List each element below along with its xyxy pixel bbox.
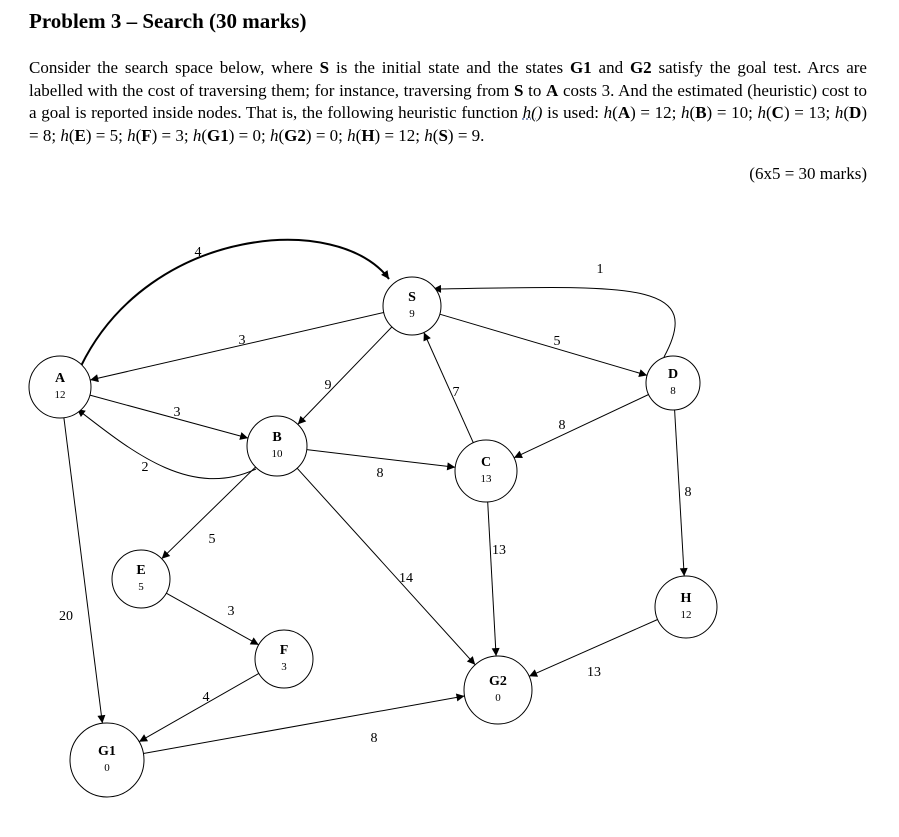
goal-state-name: G1: [569, 58, 592, 77]
node-circle: [255, 630, 313, 688]
edge-cost-label: 13: [587, 665, 601, 681]
node-h: [655, 576, 717, 638]
edge-cost-label: 3: [238, 333, 246, 349]
edge-g1-to-g2: [143, 696, 464, 754]
node-heuristic-value: 12: [54, 389, 66, 401]
node-circle: [247, 416, 307, 476]
node-label: G2: [489, 674, 507, 689]
start-state-name: S: [319, 58, 330, 77]
node-heuristic-value: 8: [670, 385, 676, 397]
node-label: H: [680, 591, 692, 606]
heuristic-function-name: h(): [522, 103, 543, 122]
node-circle: [655, 576, 717, 638]
example-to-state: A: [546, 80, 559, 100]
intro-text: Consider the search space below, where: [29, 58, 320, 77]
heuristic-entry-h: h(H) = 12;: [347, 125, 421, 145]
edge-cost-label: 20: [59, 609, 73, 625]
heuristic-entry-g1: h(G1) = 0;: [192, 125, 266, 145]
edge-f-to-g1: [139, 673, 259, 741]
node-c: [455, 440, 517, 502]
edge-s-to-d: [440, 314, 647, 375]
edge-s-to-a: [90, 313, 384, 381]
node-heuristic-value: 0: [104, 762, 110, 774]
node-g2: [464, 656, 532, 724]
edge-cost-label: 8: [370, 731, 378, 747]
node-heuristic-value: 0: [495, 692, 501, 704]
heuristic-entry-c: h(C) = 13;: [757, 103, 831, 122]
problem-title: Problem 3 – Search (30 marks): [29, 9, 307, 33]
node-heuristic-value: 10: [271, 448, 283, 460]
node-a: [29, 356, 91, 418]
example-from-state: S: [514, 80, 524, 100]
edge-a-to-b: [90, 395, 248, 438]
node-label: D: [667, 367, 679, 382]
node-b: [247, 416, 307, 476]
node-heuristic-value: 5: [138, 581, 144, 593]
edge-cost-label: 8: [376, 466, 384, 482]
intro-text: costs 3. And the estimated (heuristic) cost to a goal is reported inside nodes. That is, the following heuristic function: [29, 80, 867, 122]
edge-cost-label: 4: [194, 245, 202, 261]
edge-cost-label: 8: [684, 485, 692, 501]
node-circle: [464, 656, 532, 724]
edge-cost-label: 3: [227, 604, 235, 620]
node-circle: [646, 356, 700, 410]
edge-cost-label: 5: [553, 334, 561, 350]
intro-text: and: [591, 58, 630, 77]
node-heuristic-value: 12: [680, 609, 692, 621]
intro-text: is the initial state and the states: [329, 58, 570, 77]
node-heuristic-value: 9: [409, 308, 415, 320]
heuristic-entry-e: h(E) = 5;: [60, 125, 123, 145]
marks-allocation: (6x5 = 30 marks): [749, 164, 867, 183]
edge-s-to-b: [298, 327, 392, 425]
goal-state-name: G2: [629, 58, 652, 77]
node-e: [112, 550, 170, 608]
edge-c-to-g2: [488, 502, 496, 656]
edge-e-to-f: [166, 593, 258, 645]
heuristic-entry-d: h(D) = 8;: [29, 103, 867, 145]
node-label: C: [480, 455, 492, 470]
edge-cost-label: 4: [202, 690, 210, 706]
node-label: G1: [98, 744, 116, 759]
node-circle: [383, 277, 441, 335]
edge-d-to-h: [675, 410, 685, 576]
node-circle: [70, 723, 144, 797]
edge-b-to-a: [77, 409, 256, 479]
node-circle: [112, 550, 170, 608]
heuristic-entry-s: h(S) = 9.: [424, 125, 485, 145]
heuristic-entry-g2: h(G2) = 0;: [270, 125, 343, 145]
edge-cost-label: 14: [399, 571, 413, 587]
edge-b-to-c: [307, 450, 455, 468]
edge-a-to-g1: [64, 418, 103, 724]
edge-cost-label: 2: [141, 460, 149, 476]
heuristic-entry-f: h(F) = 3;: [127, 125, 189, 145]
edge-cost-label: 7: [452, 385, 460, 401]
heuristic-entry-a: h(A) = 12;: [603, 103, 677, 122]
node-d: [646, 356, 700, 410]
heuristic-entry-b: h(B) = 10;: [681, 103, 753, 122]
node-circle: [29, 356, 91, 418]
node-heuristic-value: 3: [281, 661, 287, 673]
node-label: B: [272, 430, 282, 445]
node-s: [383, 277, 441, 335]
node-label: F: [279, 643, 289, 658]
edge-b-to-g2: [297, 468, 475, 665]
node-heuristic-value: 13: [480, 473, 492, 485]
node-label: E: [136, 563, 146, 578]
node-f: [255, 630, 313, 688]
intro-text: satisfy the goal test. Arcs are labelled with the cost of traversing them; for instance, traversing from: [29, 58, 867, 100]
edge-cost-label: 13: [492, 543, 506, 559]
node-g1: [70, 723, 144, 797]
edge-d-to-c: [514, 395, 649, 458]
edge-cost-label: 1: [596, 262, 604, 278]
intro-text: is used:: [542, 103, 604, 122]
edge-cost-label: 9: [324, 378, 332, 394]
edge-cost-label: 8: [558, 418, 566, 434]
intro-text: to: [523, 80, 547, 100]
node-label: A: [54, 371, 66, 386]
edge-cost-label: 5: [208, 532, 216, 548]
node-circle: [455, 440, 517, 502]
edge-c-to-s: [424, 333, 473, 443]
edge-cost-label: 3: [173, 405, 181, 421]
node-label: S: [408, 290, 416, 305]
